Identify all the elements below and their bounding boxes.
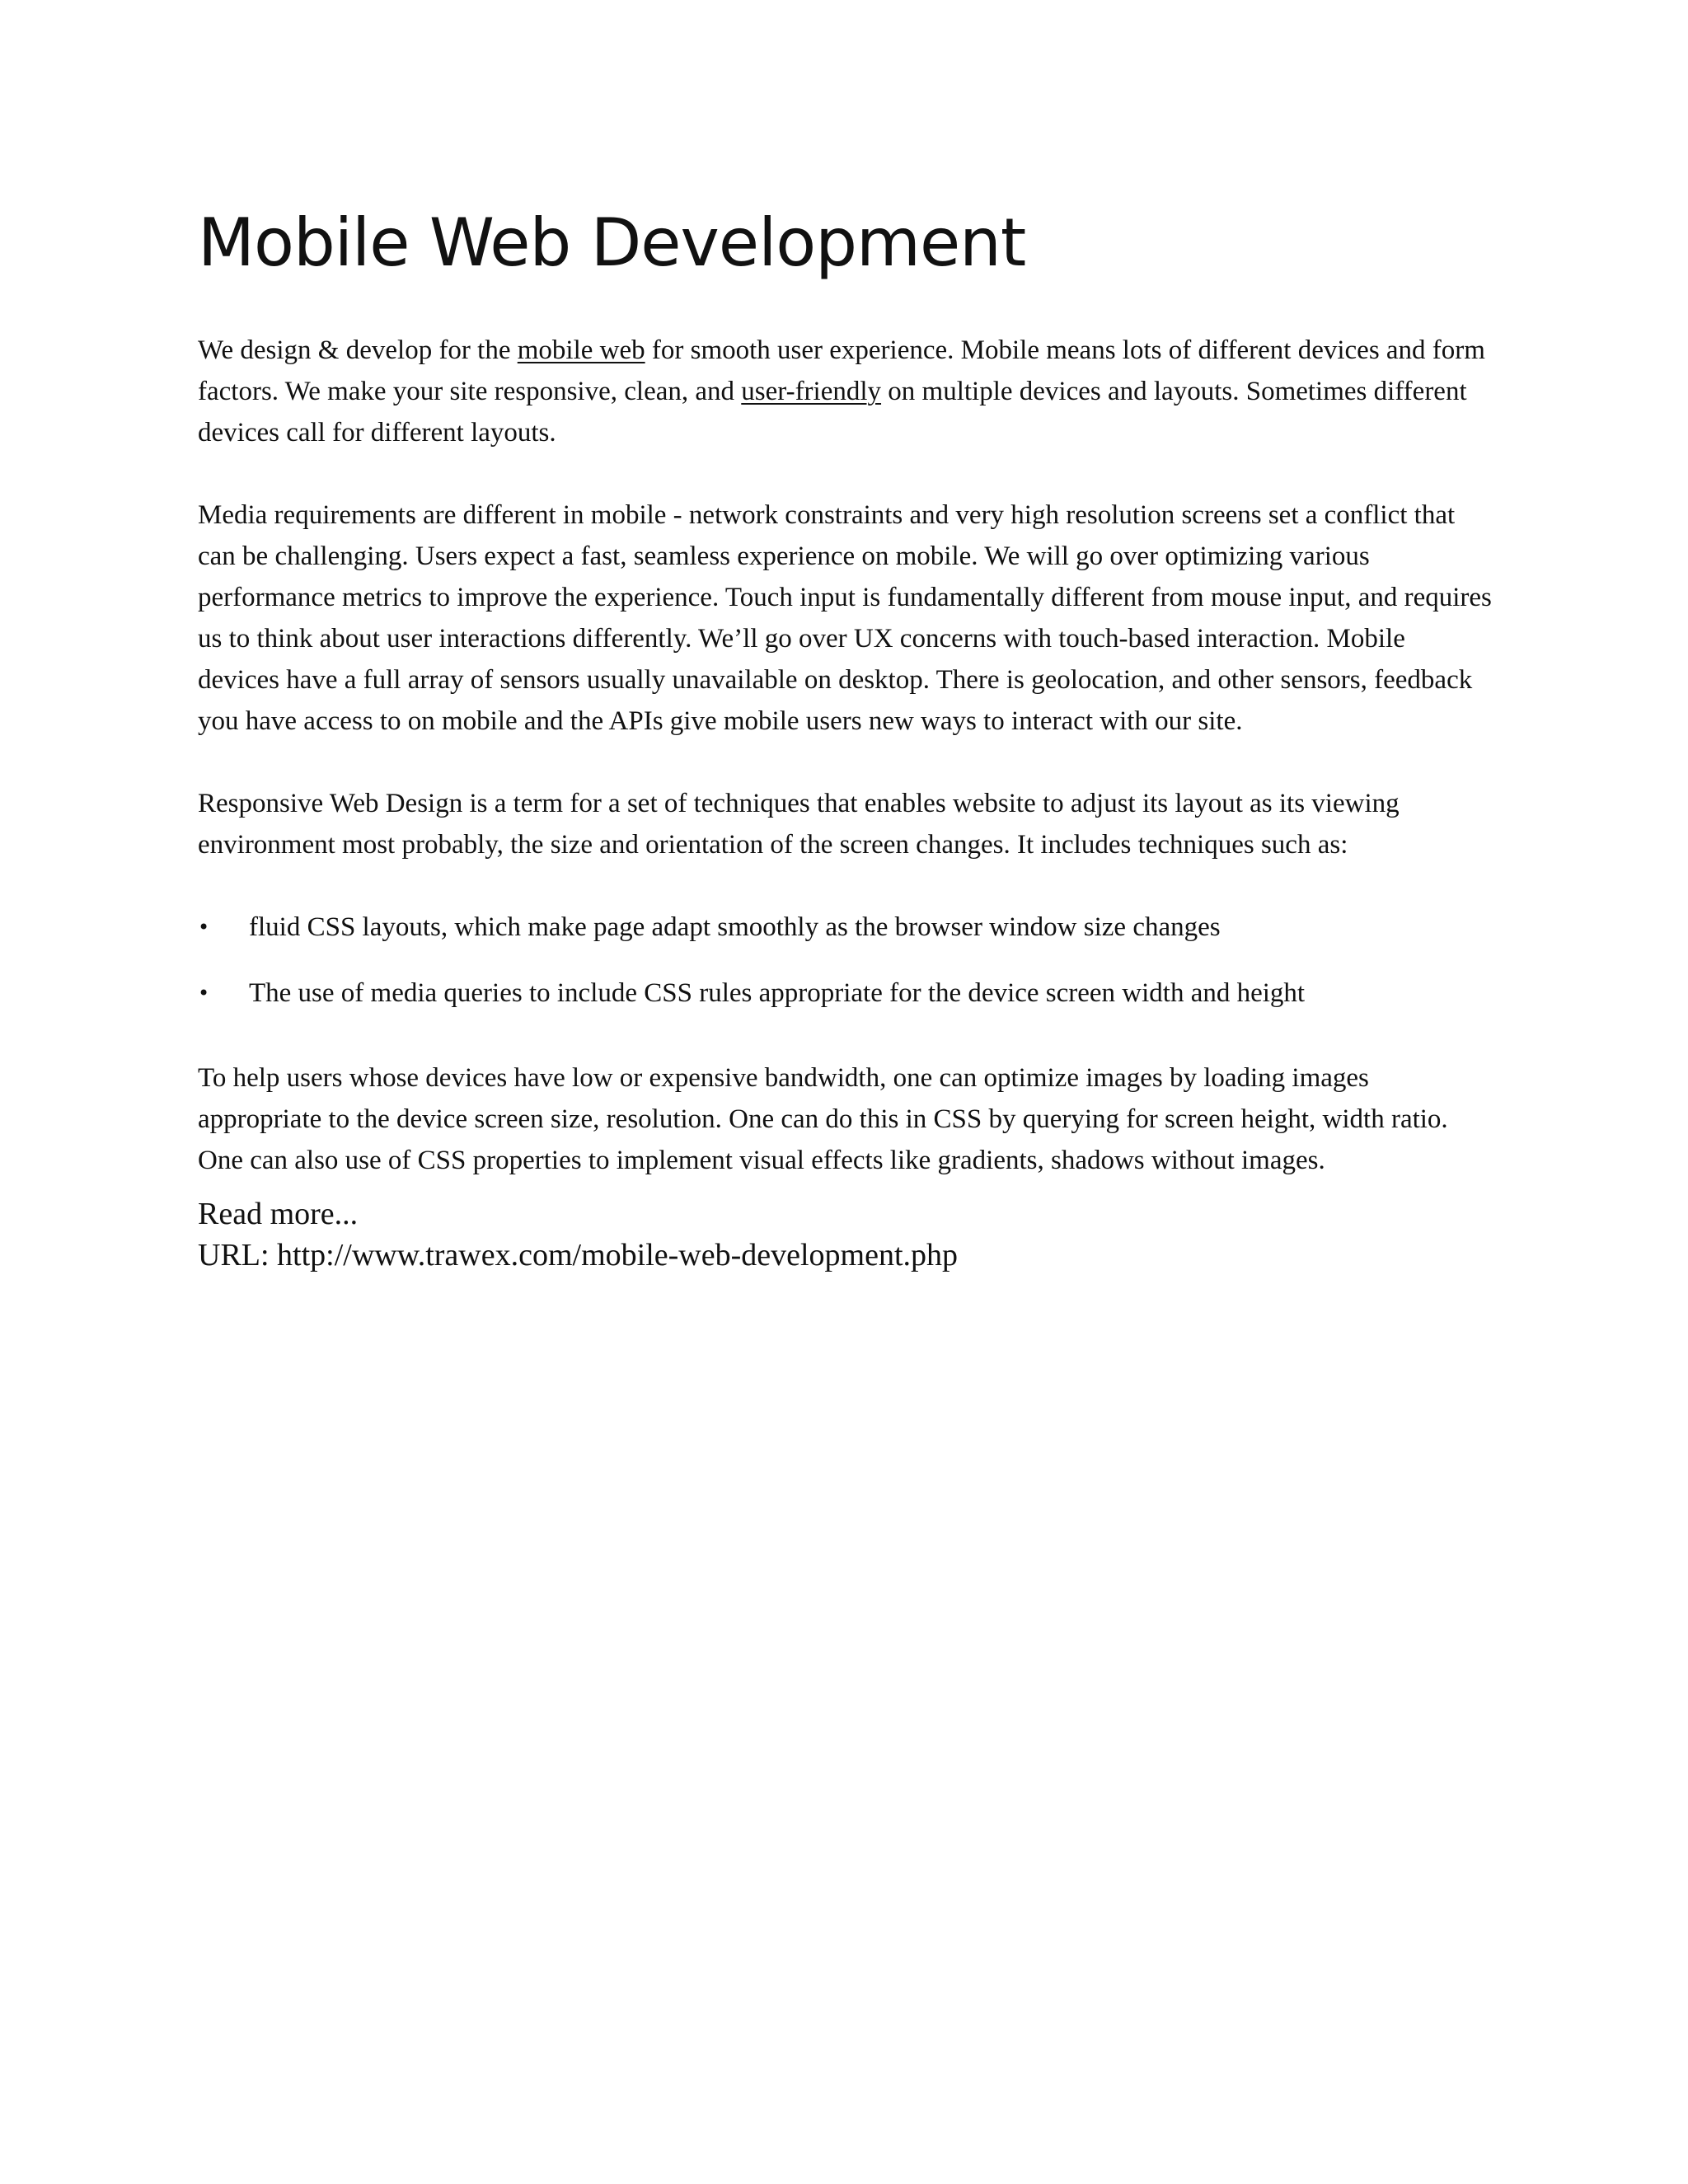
- read-more-section: [198, 1193, 1493, 1276]
- source-url: URL: http://www.trawex.com/mobile-web-development.php: [198, 1238, 959, 1272]
- bullet-icon: •: [198, 916, 210, 939]
- read-more-link[interactable]: Read more...: [198, 1197, 359, 1231]
- responsive-design-paragraph: Responsive Web Design is a term for a set of techniques that enables website to adjust its layout as its viewing environment most probably, the size and orientation of the screen changes. It includes techniques such as:: [198, 789, 1400, 860]
- media-requirements-paragraph: Media requirements are different in mobile - network constraints and very high resolution screens set a conflict that can be challenging. Users expect a fast, seamless experience on mobile. We will go over optimizing various performance metrics to improve the experience. Touch input is fundamentally different from mouse input, and requires us to think about user interactions differently. We’ll go over UX concerns with touch-based interaction. Mobile devices have a full array of sensors usually unavailable on desktop. There is geolocation, and other sensors, feedback you have access to on mobile and the APIs give mobile users new ways to interact with our site.: [198, 500, 1492, 736]
- intro-text-end: on multiple devices and layouts. Sometimes different devices call for different layouts.: [198, 377, 1467, 448]
- techniques-list: [198, 907, 1493, 1014]
- list-item-text: The use of media queries to include CSS rules appropriate for the device screen width and height: [249, 978, 1306, 1008]
- list-item: [198, 907, 1493, 948]
- mobile-web-link[interactable]: mobile web: [517, 335, 645, 365]
- intro-text-middle: for smooth user experience. Mobile means lots of different devices and form factors. We make your site responsive, clean, and: [198, 335, 1485, 406]
- bullet-icon: •: [198, 982, 210, 1005]
- list-item-text: fluid CSS layouts, which make page adapt smoothly as the browser window size changes: [249, 912, 1221, 942]
- intro-paragraph: [198, 330, 1493, 453]
- bandwidth-paragraph: To help users whose devices have low or expensive bandwidth, one can optimize images by loading images appropriate to the device screen size, resolution. One can do this in CSS by querying for screen height, width ratio. One can also use of CSS properties to implement visual effects like gradients, shadows without images.: [198, 1063, 1448, 1175]
- list-item: [198, 972, 1493, 1014]
- user-friendly-link[interactable]: user-friendly: [741, 377, 882, 406]
- intro-text-start: We design & develop for the: [198, 335, 518, 365]
- page-title: Mobile Web Development: [198, 204, 1026, 281]
